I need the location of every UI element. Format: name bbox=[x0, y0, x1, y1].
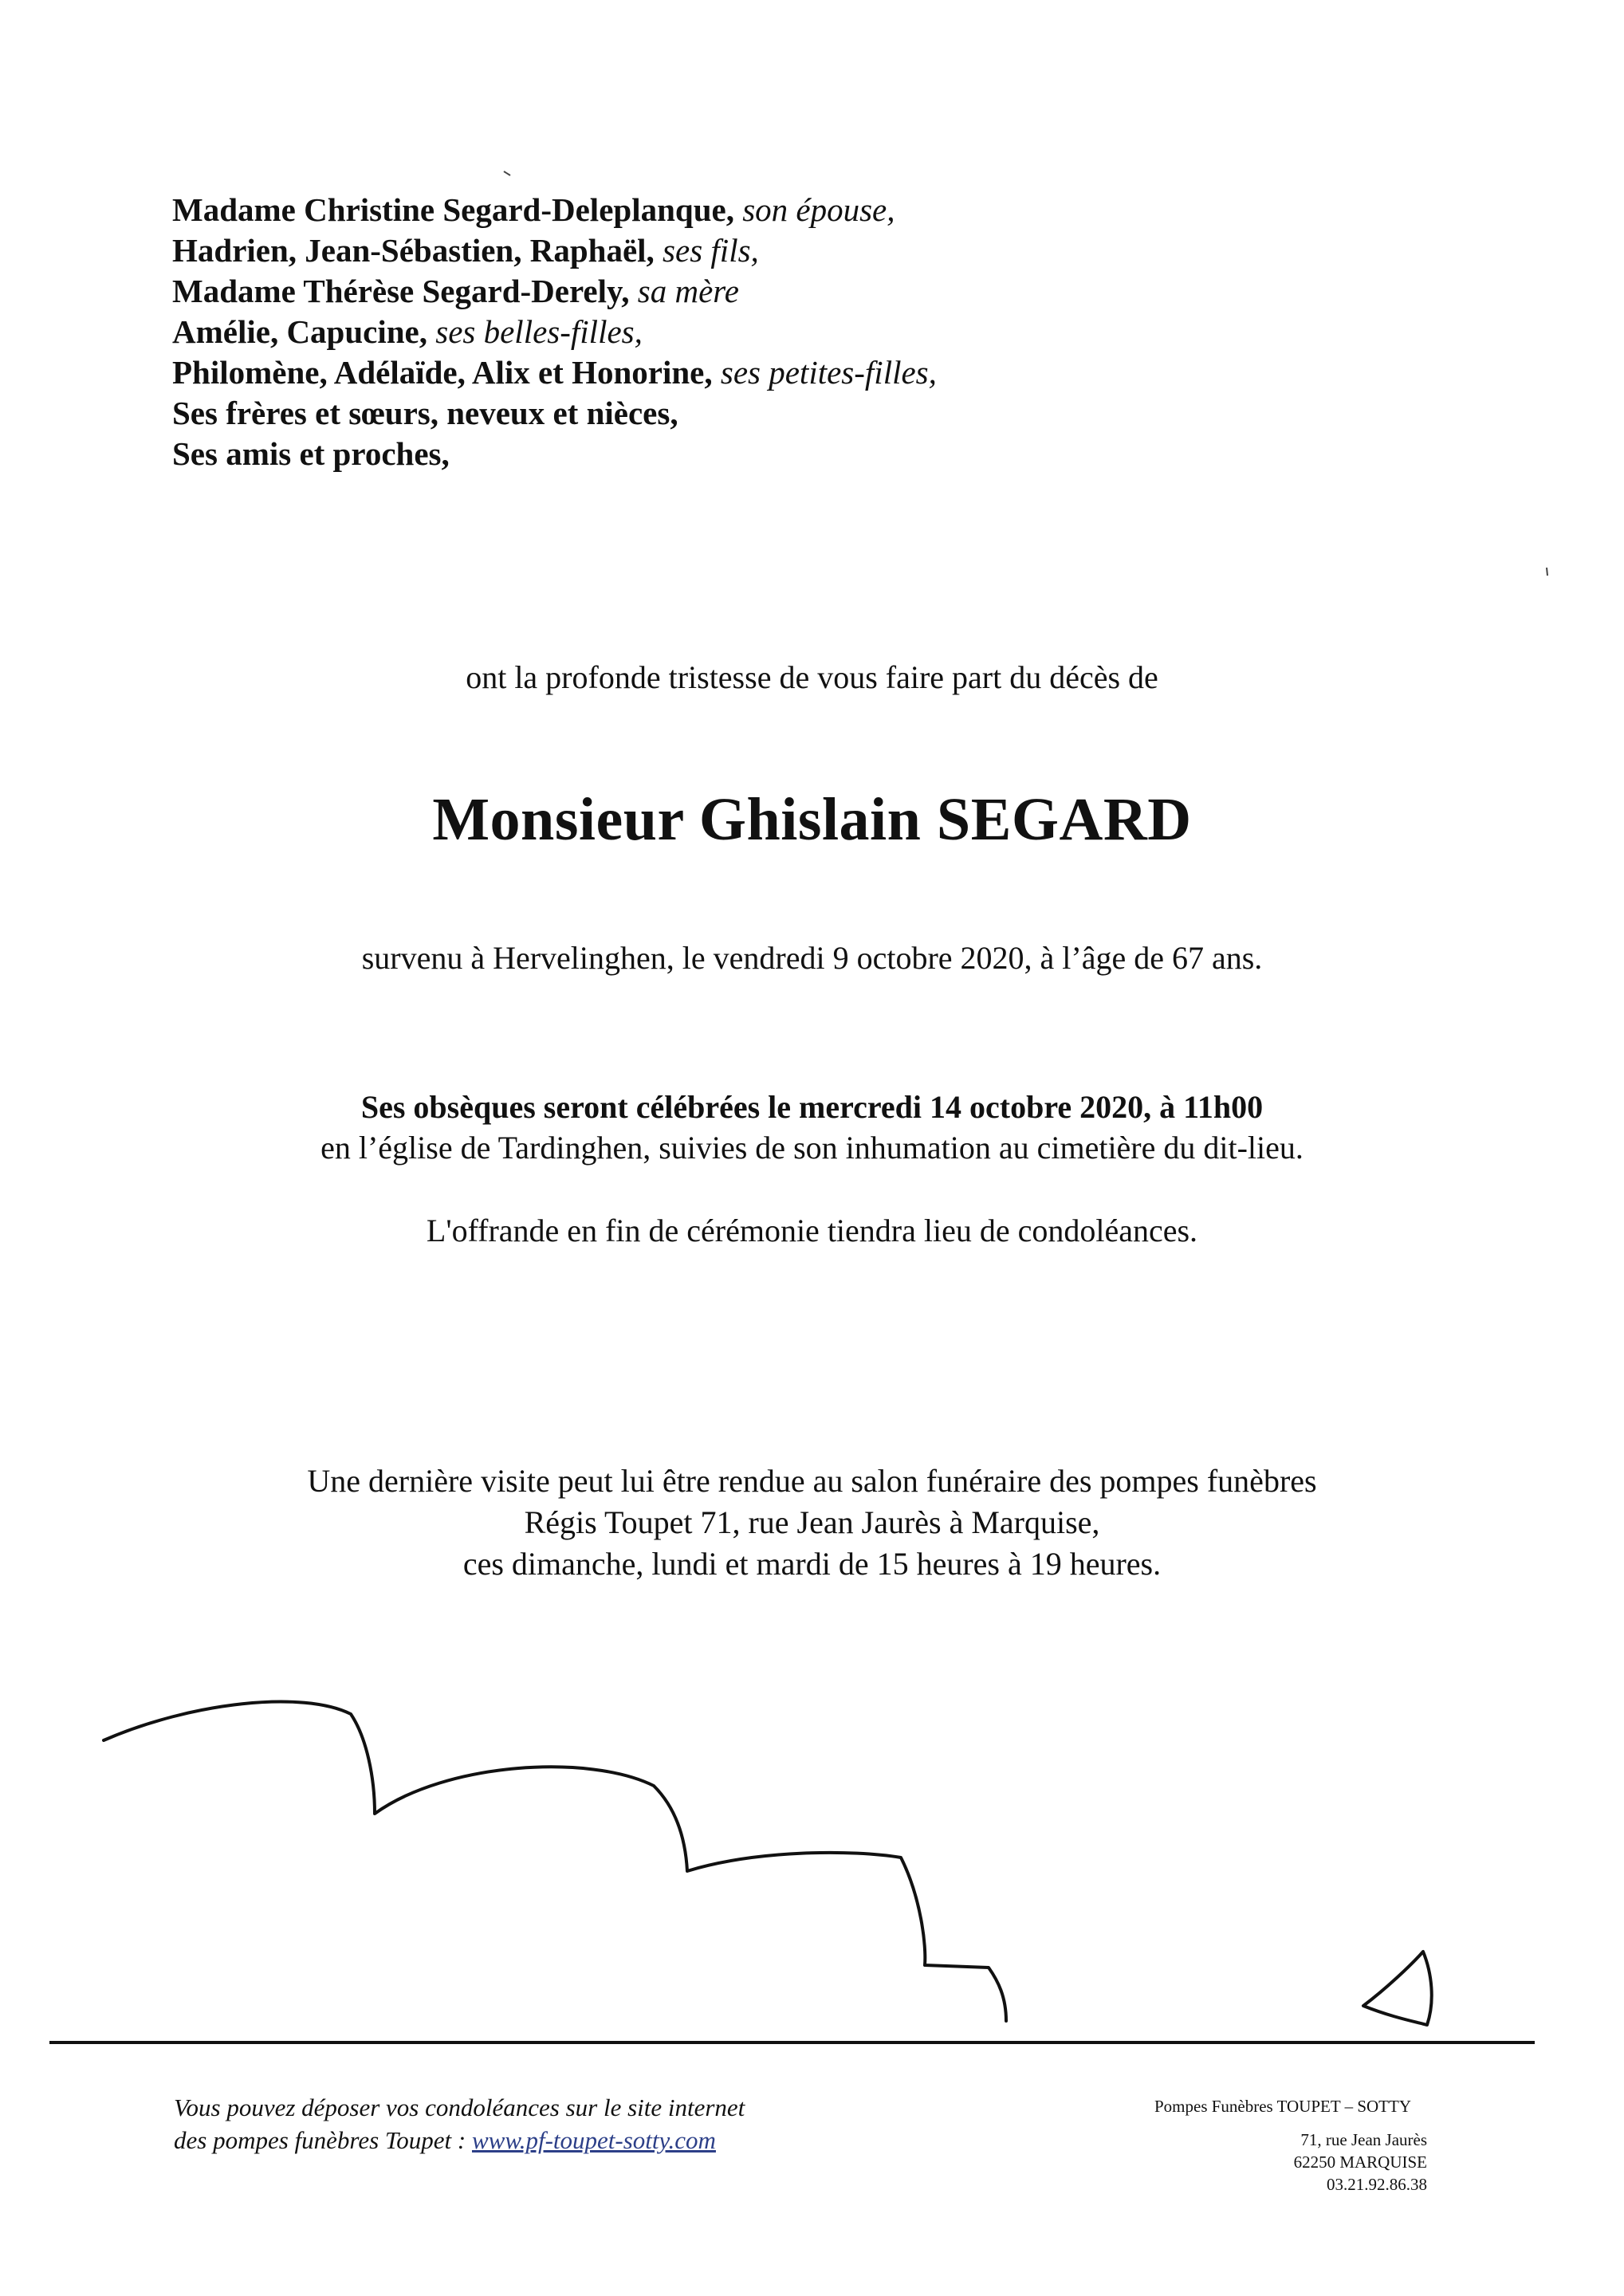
funeral-home-contact bbox=[1100, 2095, 1427, 2196]
scan-mark bbox=[504, 171, 510, 175]
family-line: Hadrien, Jean-Sébastien, Raphaël, ses fils, bbox=[172, 232, 759, 269]
family-line: Philomène, Adélaïde, Alix et Honorine, ses petites-filles, bbox=[172, 354, 937, 391]
family-line: Ses frères et sœurs, neveux et nièces, bbox=[172, 395, 678, 431]
company-street: 71, rue Jean Jaurès bbox=[1300, 2130, 1427, 2149]
visit-line: Une dernière visite peut lui être rendue au salon funéraire des pompes funèbres bbox=[307, 1463, 1317, 1499]
condolences-line: Vous pouvez déposer vos condoléances sur le site internet bbox=[174, 2094, 745, 2121]
visit-line: Régis Toupet 71, rue Jean Jaurès à Marquise, bbox=[524, 1504, 1100, 1540]
family-line: Madame Thérèse Segard-Derely, sa mère bbox=[172, 273, 739, 309]
condolences-note bbox=[174, 2091, 745, 2156]
deceased-name: Monsieur Ghislain SEGARD bbox=[432, 786, 1192, 853]
funeral-place: en l’église de Tardinghen, suivies de son inhumation au cimetière du dit-lieu. bbox=[320, 1130, 1304, 1166]
hills-line bbox=[104, 1702, 1006, 2021]
family-line: Ses amis et proches, bbox=[172, 435, 450, 472]
offrande-note: L'offrande en fin de cérémonie tiendra lieu de condoléances. bbox=[426, 1213, 1198, 1248]
company-city: 62250 MARQUISE bbox=[1293, 2152, 1427, 2172]
family-line: Madame Christine Segard-Deleplanque, son épouse, bbox=[172, 191, 895, 228]
family-line: Amélie, Capucine, ses belles-filles, bbox=[172, 313, 643, 350]
visit-line: ces dimanche, lundi et mardi de 15 heures à 19 heures. bbox=[462, 1546, 1162, 1582]
announcement-intro: ont la profonde tristesse de vous faire part du décès de bbox=[466, 659, 1158, 695]
funeral-date: Ses obsèques seront célébrées le mercredi 14 octobre 2020, à 11h00 bbox=[360, 1089, 1264, 1125]
company-phone: 03.21.92.86.38 bbox=[1327, 2175, 1427, 2194]
death-details: survenu à Hervelinghen, le vendredi 9 octobre 2020, à l’âge de 67 ans. bbox=[361, 940, 1263, 976]
website-link[interactable]: www.pf-toupet-sotty.com bbox=[471, 2126, 716, 2154]
company-name: Pompes Funèbres TOUPET – SOTTY bbox=[1154, 2097, 1411, 2116]
condolences-line: des pompes funèbres Toupet : www.pf-toupet-sotty.com bbox=[174, 2126, 716, 2154]
boat-sail bbox=[1363, 1952, 1432, 2025]
